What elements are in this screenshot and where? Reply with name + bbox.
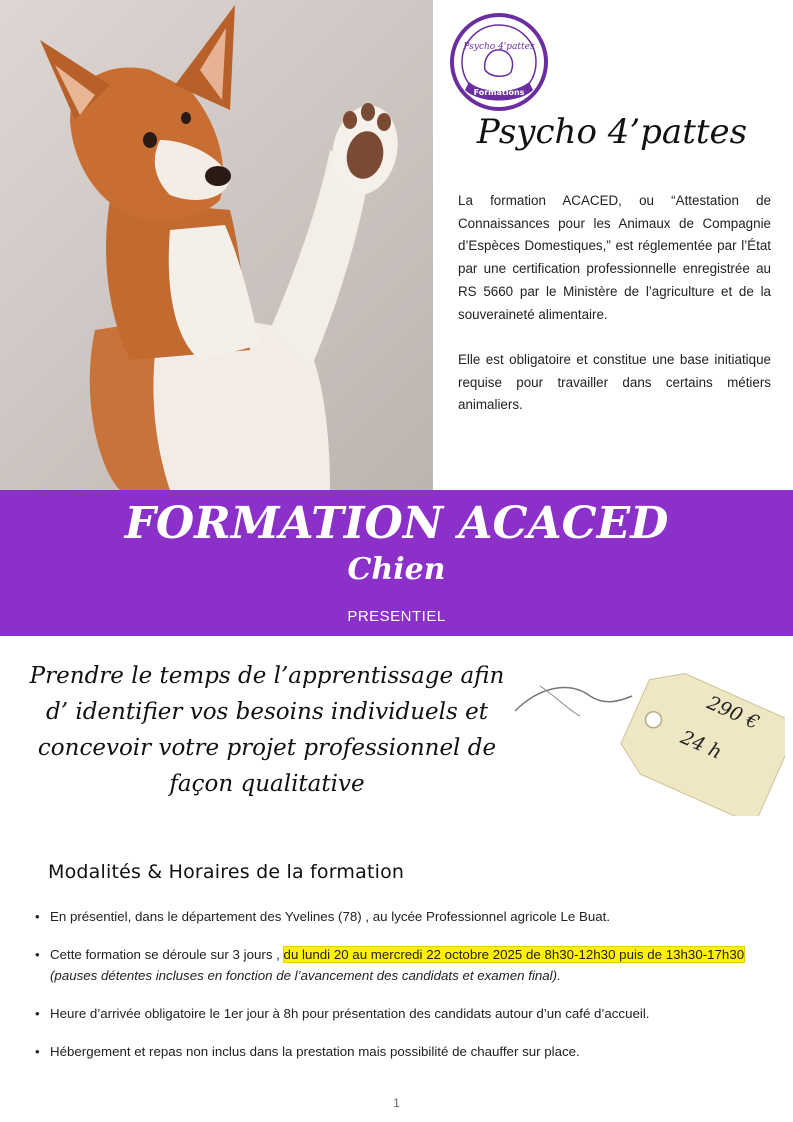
intro-paragraph-1: La formation ACACED, ou “Attestation de Connaissances pour les Animaux de Compagnie d’Espèces Domestiques,” est réglementée par l’État par une certification professionnelle enregistrée au RS 5660 par le Ministère de l’agriculture et de la souveraineté alimentaire.: [458, 193, 771, 322]
list-item: [30, 906, 785, 927]
modality-text: Heure d’arrivée obligatoire le 1er jour à 8h pour présentation des candidats autour d’un café d’accueil.: [50, 1006, 650, 1021]
modality-note: (pauses détentes incluses en fonction de l’avancement des candidats et examen final).: [50, 968, 561, 983]
intro-text: [458, 190, 771, 440]
modalities-title: Modalités & Horaires de la formation: [48, 861, 405, 883]
banner-subtitle: Chien: [347, 552, 446, 587]
dog-photo: [0, 0, 433, 490]
duration-value: 24 h: [677, 726, 726, 764]
modality-text: Hébergement et repas non inclus dans la prestation mais possibilité de chauffer sur place.: [50, 1044, 580, 1059]
psycho-4pattes-logo: [449, 12, 549, 112]
list-item: [30, 1003, 785, 1024]
modality-text: Cette formation se déroule sur 3 jours ,: [50, 947, 284, 962]
modalities-list: [30, 906, 785, 1079]
schedule-highlight: du lundi 20 au mercredi 22 octobre 2025 de 8h30-12h30 puis de 13h30-17h30: [283, 947, 745, 962]
intro-paragraph-2: Elle est obligatoire et constitue une base initiatique requise pour travailler dans certains métiers animaliers.: [458, 351, 771, 413]
price-tag-illustration: [510, 656, 785, 816]
logo-text-bottom: Formations: [473, 88, 525, 97]
banner-title: FORMATION ACACED: [124, 498, 669, 549]
bullet-icon: •: [35, 1044, 40, 1059]
tagline: [22, 658, 512, 802]
title-banner: [0, 490, 793, 636]
price-tag: [510, 656, 785, 816]
price-value: 290 €: [703, 691, 763, 735]
tagline-line-1: Prendre le temps de l’apprentissage afin: [29, 663, 505, 689]
brand-name: Psycho 4’pattes: [476, 112, 748, 152]
list-item: [30, 1041, 785, 1062]
tagline-line-4: façon qualitative: [169, 771, 365, 797]
page-number: 1: [393, 1096, 400, 1110]
modality-text: En présentiel, dans le département des Yvelines (78) , au lycée Professionnel agricole Le Buat.: [50, 909, 611, 924]
bullet-icon: •: [35, 909, 40, 924]
tagline-line-3: concevoir votre projet professionnel de: [37, 735, 497, 761]
banner-mode: PRESENTIEL: [347, 608, 446, 625]
bullet-icon: •: [35, 947, 40, 962]
bullet-icon: •: [35, 1006, 40, 1021]
dog-illustration: [0, 0, 433, 490]
tagline-line-2: d’ identifier vos besoins individuels et: [46, 699, 488, 725]
logo-text-top: Psycho 4'pattes: [463, 42, 535, 52]
list-item: [30, 944, 785, 986]
